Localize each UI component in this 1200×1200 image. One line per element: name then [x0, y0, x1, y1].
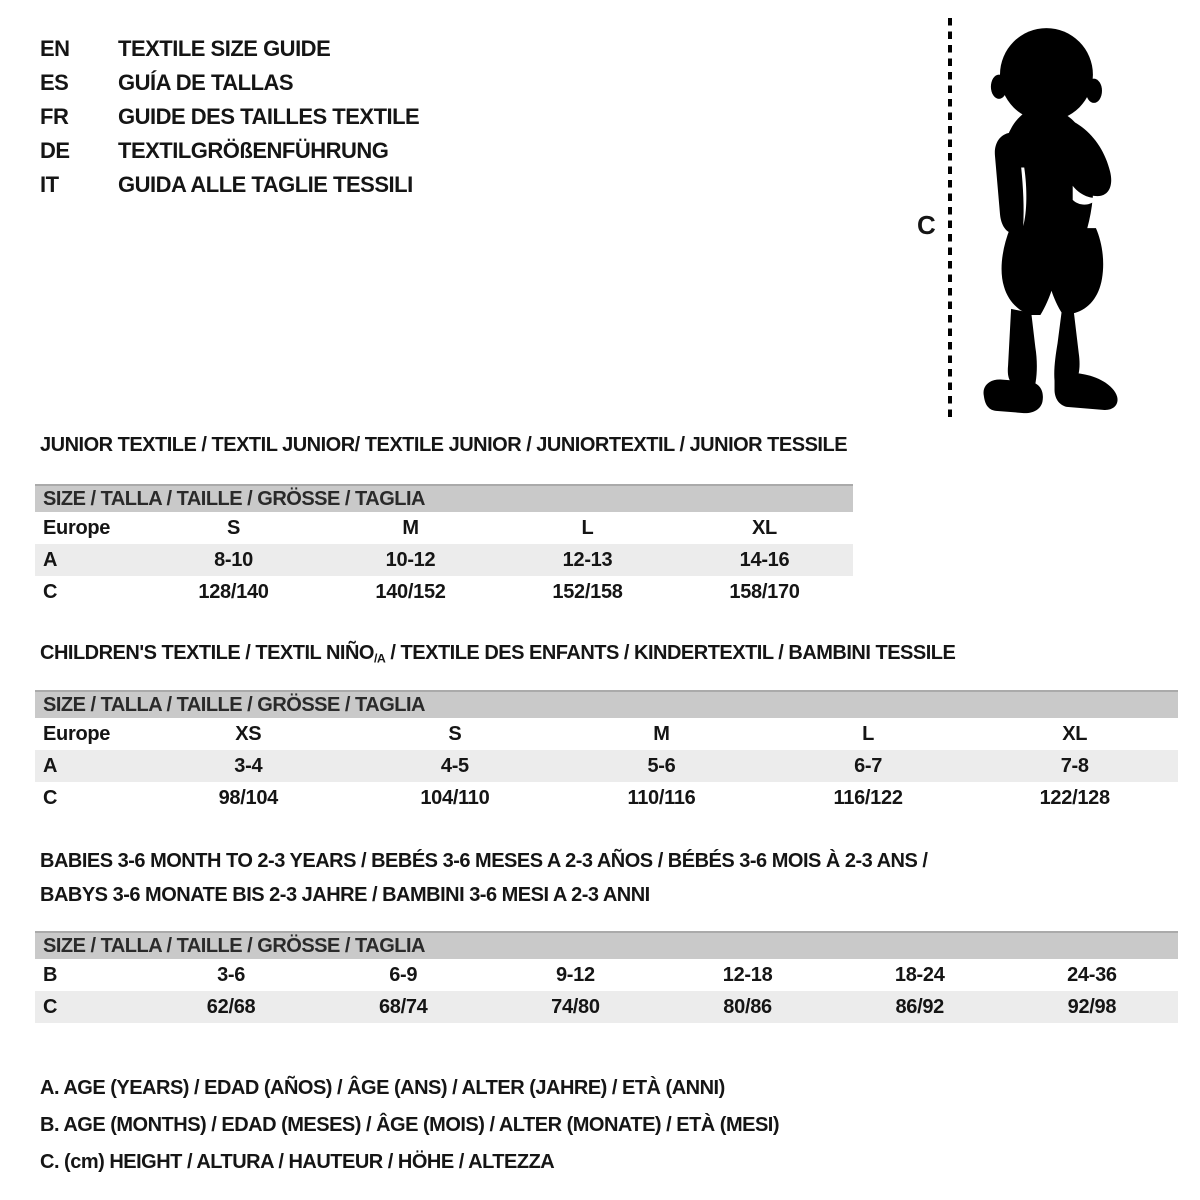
table-row-height [35, 991, 1178, 1023]
size-header-bar: SIZE / TALLA / TAILLE / GRÖSSE / TAGLIA [35, 690, 1178, 718]
row-label: Europe [43, 517, 111, 539]
value-cell: 24-36 [1067, 964, 1117, 986]
table-row-height [35, 576, 853, 608]
value-cell: 9-12 [555, 964, 595, 986]
size-cell: L [581, 517, 594, 539]
value-cell: 6-9 [389, 964, 418, 986]
value-cell: 10-12 [385, 549, 436, 571]
value-cell: 6-7 [854, 755, 883, 777]
value-cell: 110/116 [627, 787, 696, 809]
value-cell: 18-24 [894, 964, 945, 986]
lang-code: ES [40, 70, 69, 95]
legend-line-b: B. AGE (MONTHS) / EDAD (MESES) / ÂGE (MOIS) / ALTER (MONATE) / ETÀ (MESI) [40, 1114, 780, 1136]
size-header-bar: SIZE / TALLA / TAILLE / GRÖSSE / TAGLIA [35, 484, 853, 512]
size-cell: S [226, 517, 241, 539]
row-label: A [43, 549, 58, 571]
size-cell: XL [1062, 723, 1088, 745]
lang-title: TEXTILE SIZE GUIDE [118, 36, 331, 61]
measure-legend [40, 1070, 779, 1181]
row-label: A [43, 755, 58, 777]
value-cell: 3-4 [234, 755, 263, 777]
lang-title: GUIDA ALLE TAGLIE TESSILI [118, 172, 413, 197]
junior-table [35, 484, 853, 608]
value-cell: 3-6 [217, 964, 246, 986]
value-cell: 5-6 [647, 755, 676, 777]
lang-row-de [40, 134, 419, 168]
value-cell: 12-18 [722, 964, 773, 986]
value-cell: 116/122 [833, 787, 903, 809]
value-cell: 12-13 [562, 549, 613, 571]
lang-row-fr [40, 100, 419, 134]
size-cell: XL [752, 517, 777, 539]
size-header-bar: SIZE / TALLA / TAILLE / GRÖSSE / TAGLIA [35, 931, 1178, 959]
table-row-height [35, 782, 1178, 814]
size-cell: S [448, 723, 462, 745]
value-cell: 152/158 [552, 581, 623, 603]
children-table [35, 690, 1178, 814]
size-cell: M [402, 517, 419, 539]
junior-section-title: JUNIOR TEXTILE / TEXTIL JUNIOR/ TEXTILE JUNIOR / JUNIORTEXTIL / JUNIOR TESSILE [40, 434, 848, 456]
value-cell: 140/152 [375, 581, 446, 603]
lang-code: FR [40, 104, 69, 129]
lang-title: GUÍA DE TALLAS [118, 70, 294, 95]
language-title-list [40, 32, 419, 202]
lang-code: DE [40, 138, 70, 163]
children-title-sub: /A [373, 651, 386, 666]
value-cell: 8-10 [214, 549, 253, 571]
size-cell: M [653, 723, 670, 745]
height-measure-figure [895, 12, 1155, 424]
value-cell: 62/68 [206, 996, 256, 1018]
size-cell: XS [235, 723, 262, 745]
lang-title: GUIDE DES TAILLES TEXTILE [118, 104, 420, 129]
row-label: C [43, 996, 58, 1018]
table-row-age [35, 544, 853, 576]
value-cell: 74/80 [551, 996, 600, 1018]
lang-row-es [40, 66, 419, 100]
lang-code: IT [40, 172, 59, 197]
lang-row-it [40, 168, 419, 202]
value-cell: 92/98 [1067, 996, 1117, 1018]
babies-section-title-line2: BABYS 3-6 MONATE BIS 2-3 JAHRE / BAMBINI 3-6 MESI A 2-3 ANNI [40, 884, 650, 906]
table-row-months [35, 959, 1178, 991]
row-label: C [43, 787, 58, 809]
size-cell: L [862, 723, 875, 745]
value-cell: 158/170 [729, 581, 800, 603]
row-label: Europe [43, 723, 111, 745]
lang-row-en [40, 32, 419, 66]
babies-table [35, 931, 1178, 1023]
value-cell: 122/128 [1039, 787, 1110, 809]
legend-line-c: C. (cm) HEIGHT / ALTURA / HAUTEUR / HÖHE / ALTEZZA [40, 1151, 555, 1173]
children-title-pre: CHILDREN'S TEXTILE / TEXTIL NIÑO [40, 642, 374, 664]
value-cell: 4-5 [440, 755, 469, 777]
value-cell: 68/74 [378, 996, 428, 1018]
value-cell: 104/110 [420, 787, 490, 809]
value-cell: 14-16 [739, 549, 790, 571]
children-title-post: / TEXTILE DES ENFANTS / KINDERTEXTIL / BAMBINI TESSILE [385, 642, 956, 664]
legend-line-a: A. AGE (YEARS) / EDAD (AÑOS) / ÂGE (ANS) / ALTER (JAHRE) / ETÀ (ANNI) [40, 1077, 725, 1099]
row-label: B [43, 964, 58, 986]
row-label: C [43, 581, 58, 603]
toddler-silhouette-icon [963, 14, 1141, 418]
value-cell: 86/92 [895, 996, 945, 1018]
table-row-age [35, 750, 1178, 782]
value-cell: 98/104 [218, 787, 278, 809]
value-cell: 7-8 [1060, 755, 1089, 777]
table-row-europe [35, 512, 853, 544]
table-row-europe [35, 718, 1178, 750]
babies-section-title-line1: BABIES 3-6 MONTH TO 2-3 YEARS / BEBÉS 3-6 MESES A 2-3 AÑOS / BÉBÉS 3-6 MOIS À 2-3 ANS / [40, 850, 928, 872]
value-cell: 128/140 [198, 581, 269, 603]
lang-code: EN [40, 36, 70, 61]
measure-dashed-line [947, 18, 953, 420]
measure-label-c: C [917, 210, 936, 240]
value-cell: 80/86 [723, 996, 772, 1018]
children-section-title [40, 642, 955, 665]
lang-title: TEXTILGRÖßENFÜHRUNG [118, 138, 389, 163]
